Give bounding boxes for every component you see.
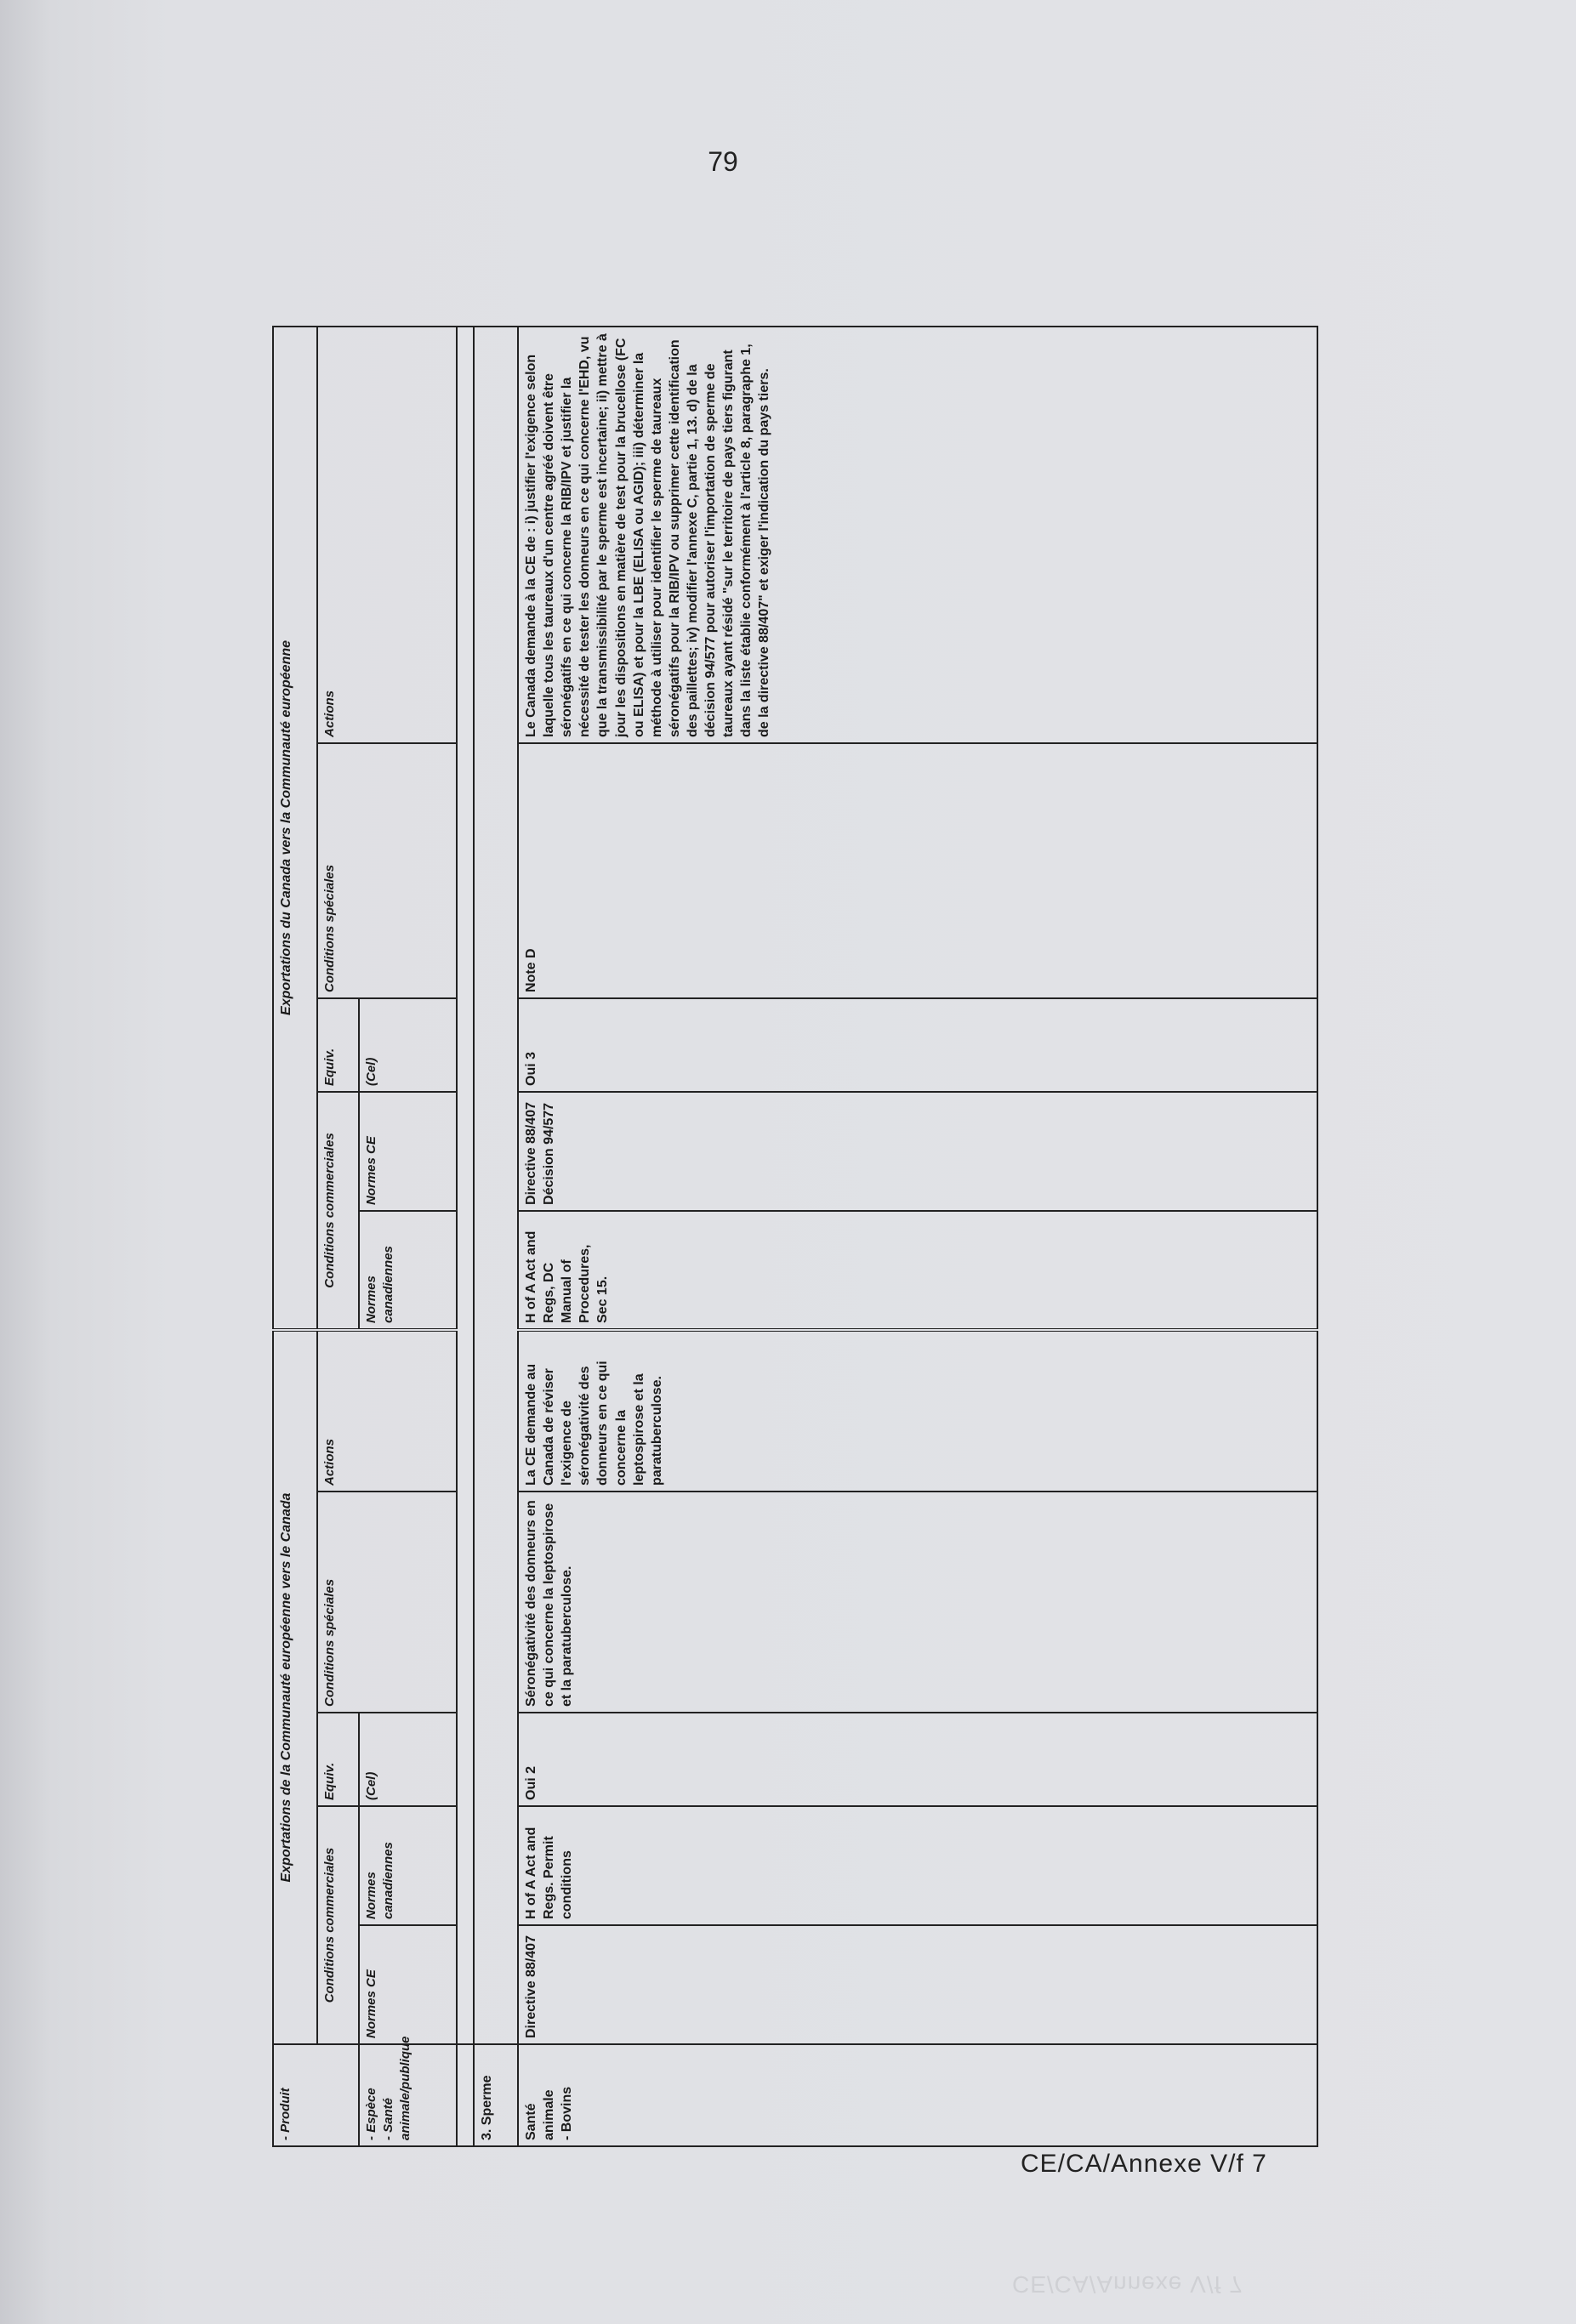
species-label: - Bovins xyxy=(560,2086,575,2140)
header-eu-equiv: Equiv. xyxy=(317,1713,359,1806)
cell-ca-normes-canadiennes: H of A Act and Regs, DC Manual of Procedures, Sec 15. xyxy=(518,1211,1317,1330)
footer-reference-bleedthrough: CE/CA/Annexe V/f 7 xyxy=(1012,2271,1243,2298)
section-subtitle: Santé animale xyxy=(524,2089,557,2140)
header-eu-equiv-sub: (Cel) xyxy=(359,1713,457,1806)
cell-ca-equiv: Oui 3 xyxy=(518,998,1317,1092)
section-title-blank xyxy=(474,327,518,2044)
header-produit-label: - Produit xyxy=(278,2088,293,2140)
divider-cell xyxy=(457,2044,474,2146)
rotated-table-container xyxy=(272,327,1318,2147)
header-row-2 xyxy=(317,327,359,2146)
header-eu-normes-canadiennes: Normes canadiennes xyxy=(359,1806,457,1925)
header-row-1 xyxy=(273,327,317,2146)
footer-reference: CE/CA/Annexe V/f 7 xyxy=(1021,2150,1267,2178)
header-ca-equiv: Equiv. xyxy=(317,998,359,1092)
page-number: 79 xyxy=(708,146,738,177)
header-canada-to-eu: Exportations du Canada vers la Communauté européenne xyxy=(273,327,317,1330)
header-eu-to-canada: Exportations de la Communauté européenne vers le Canada xyxy=(273,1330,317,2044)
cell-ca-conditions-speciales: Note D xyxy=(518,743,1317,998)
cell-eu-equiv: Oui 2 xyxy=(518,1713,1317,1806)
cell-eu-normes-ce: Directive 88/407 xyxy=(518,1925,1317,2044)
section-title-row xyxy=(474,327,518,2146)
cell-ca-normes-ce: Directive 88/407 Décision 94/577 xyxy=(518,1092,1317,1211)
cell-eu-actions: La CE demande au Canada de réviser l'exigence de séronégativité des donneurs en ce qui concerne la leptospirose et la paratuberculose. xyxy=(518,1330,1317,1492)
cell-ca-actions: Le Canada demande à la CE de : i) justifier l'exigence selon laquelle tous les taureaux d'un centre agréé doivent être séronégatifs en ce qui concerne la RIB/IPV et justifier la nécessité de tester les donneurs en ce qui concerne l'EHD, vu que la transmissibilité par le sperme est incertaine; ii) mettre à jour les dispositions en matière de test pour la brucellose (FC ou ELISA) et pour la LBE (ELISA ou AGID); iii) déterminer la méthode à utiliser pour identifier le sperme de taureaux séronégatifs pour la RIB/IPV ou supprimer cette identification des paillettes; iv) modifier l'annexe C, partie 1, 13. d) de la décision 94/577 pour autoriser l'importation de sperme de taureaux ayant résidé "sur le territoire de pays tiers figurant dans la liste établie conformément à l'article 8, paragraphe 1, de la directive 88/407" et exiger l'indication du pays tiers. xyxy=(518,327,1317,743)
header-ca-actions: Actions xyxy=(317,327,458,743)
header-eu-conditions-speciales: Conditions spéciales xyxy=(317,1492,458,1713)
header-sante-label: - Santé animale/publique xyxy=(380,2036,412,2140)
header-espece-label: - Espèce xyxy=(364,2088,379,2140)
header-ca-conditions-commerciales: Conditions commerciales xyxy=(317,1092,359,1330)
header-ca-normes-canadiennes: Normes canadiennes xyxy=(359,1211,457,1330)
trade-conditions-table xyxy=(272,326,1318,2147)
cell-eu-conditions-speciales: Séronégativité des donneurs en ce qui concerne la leptospirose et la paratuberculose. xyxy=(518,1492,1317,1713)
header-ca-conditions-speciales: Conditions spéciales xyxy=(317,743,458,998)
table-row xyxy=(518,327,1317,2146)
header-produit xyxy=(273,2044,359,2146)
header-espece-sante xyxy=(359,2036,457,2146)
cell-species xyxy=(518,2044,1317,2146)
header-eu-normes-ce: Normes CE xyxy=(359,1925,457,2044)
header-ca-equiv-sub: (Cel) xyxy=(359,998,457,1092)
divider-row xyxy=(457,327,474,2146)
cell-eu-normes-canadiennes: H of A Act and Regs. Permit conditions xyxy=(518,1806,1317,1925)
header-eu-actions: Actions xyxy=(317,1330,458,1492)
divider-cell-span xyxy=(457,327,474,2044)
header-eu-conditions-commerciales: Conditions commerciales xyxy=(317,1806,359,2044)
section-title: 3. Sperme xyxy=(474,2044,518,2146)
header-ca-normes-ce: Normes CE xyxy=(359,1092,457,1211)
